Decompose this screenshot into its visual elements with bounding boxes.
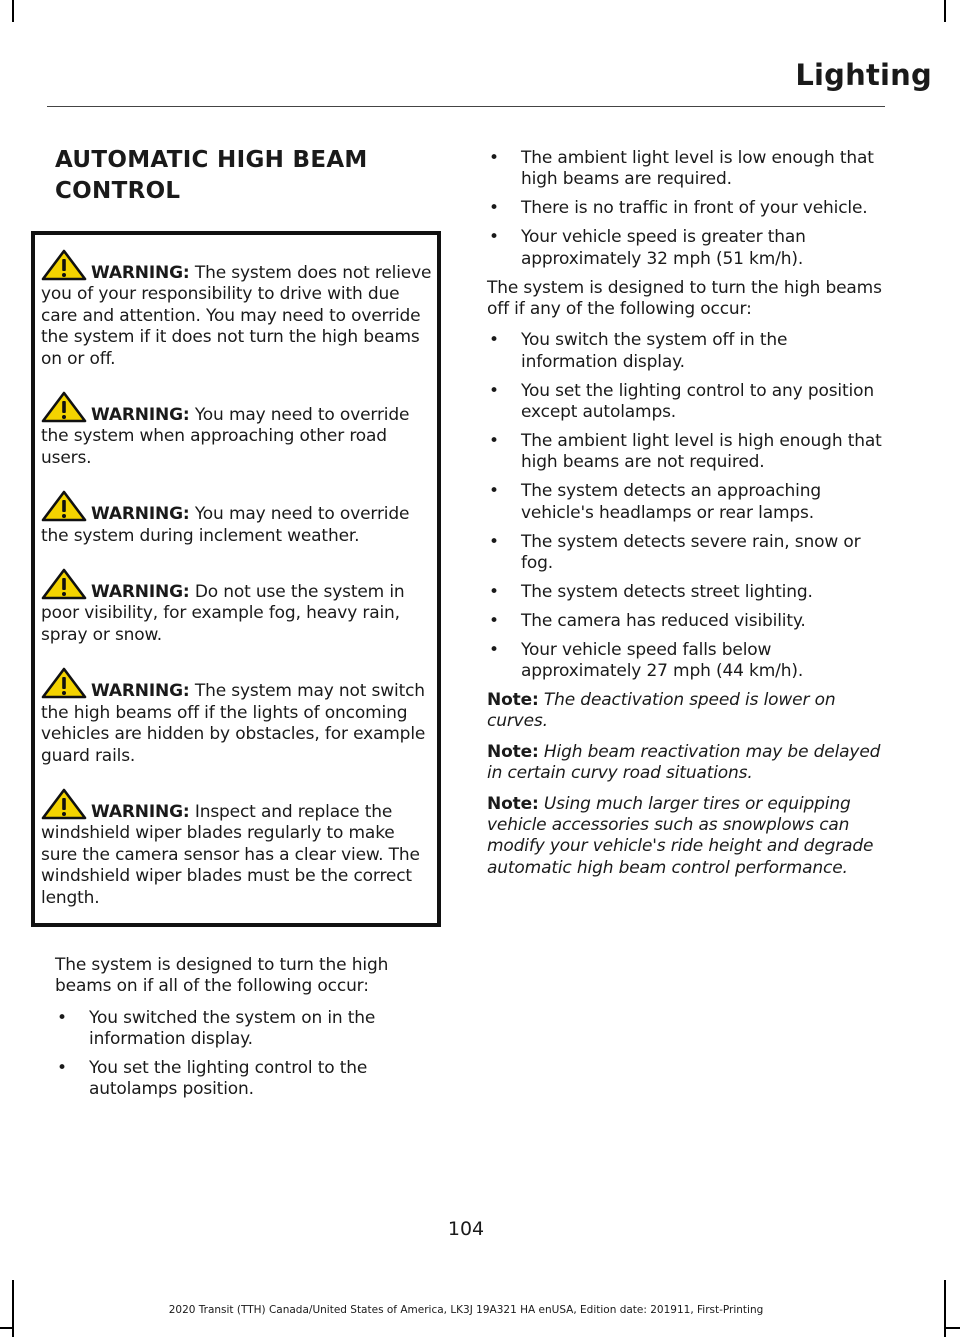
bullet-dot: • (489, 639, 499, 660)
on-conditions-list (55, 1008, 445, 1101)
warning-triangle-icon (41, 490, 87, 522)
warning-label: WARNING: (91, 263, 190, 283)
list-item-text: The system detects severe rain, snow or fog. (521, 531, 861, 573)
bullet-dot: • (57, 1007, 67, 1028)
warning-triangle-icon (41, 568, 87, 600)
warning-triangle-icon (41, 391, 87, 423)
list-item (55, 1058, 445, 1101)
warning-text: The system does not relieve you of your responsibility to drive with due care and attention. You may need to override the system if it does not turn the high beams on or off. (41, 263, 432, 369)
list-item-text: The camera has reduced visibility. (521, 610, 806, 631)
list-item (487, 381, 882, 424)
warning-text: Do not use the system in poor visibility, for example fog, heavy rain, spray or snow. (41, 582, 405, 645)
warning-triangle-icon (41, 667, 87, 699)
footer-edition-text: 2020 Transit (TTH) Canada/United States of America, LK3J 19A321 HA enUSA, Edition date: 201911, First-Printing (168, 1304, 764, 1316)
crop-mark-bottom-left-h (0, 1327, 14, 1329)
list-item-text: Your vehicle speed falls below approximately 27 mph (44 km/h). (521, 639, 804, 682)
list-item (487, 330, 882, 373)
bullet-dot: • (57, 1058, 67, 1079)
bullet-dot: • (489, 380, 499, 401)
list-item (487, 611, 882, 632)
list-item (487, 227, 882, 270)
crop-mark-top-right-v (944, 0, 946, 22)
list-item-text: Your vehicle speed is greater than approximately 32 mph (51 km/h). (521, 227, 806, 269)
on-conditions-intro: The system is designed to turn the high beams on if all of the following occur: (55, 954, 389, 997)
note-paragraph (487, 742, 882, 785)
bullet-dot: • (489, 227, 499, 248)
off-conditions-list (487, 330, 882, 682)
note-paragraph (487, 690, 882, 733)
list-item-text: You set the lighting control to the autolamps position. (89, 1058, 368, 1100)
warning-text: Inspect and replace the windshield wiper blades regularly to make sure the camera sensor has a clear view. The windshield wiper blades must be the correct length. (41, 801, 420, 908)
warning-label: WARNING: (91, 405, 190, 426)
list-item (55, 1008, 445, 1051)
on-conditions-list-continued (487, 148, 882, 270)
bullet-dot: • (489, 430, 499, 451)
warning-text: You may need to override the system during inclement weather. (41, 504, 410, 546)
note-paragraph (487, 794, 882, 880)
list-item (487, 481, 882, 524)
bullet-dot: • (489, 610, 499, 631)
warning-item (41, 568, 432, 646)
list-item-text: The ambient light level is high enough that high beams are not required. (521, 430, 882, 473)
list-item (487, 198, 882, 219)
warning-item (41, 667, 432, 767)
bullet-dot: • (489, 581, 499, 602)
right-column (487, 145, 882, 888)
warning-label: WARNING: (91, 582, 190, 603)
warning-label: WARNING: (91, 801, 190, 822)
list-item (487, 431, 882, 474)
list-item-text: There is no traffic in front of your vehicle. (521, 198, 868, 219)
crop-mark-bottom-right-h (944, 1327, 960, 1329)
header-divider (47, 106, 885, 107)
notes-section (487, 690, 882, 879)
bullet-dot: • (489, 148, 499, 168)
list-item (487, 532, 882, 575)
list-item (487, 148, 882, 191)
list-item-text: The system detects an approaching vehicle's headlamps or rear lamps. (521, 481, 822, 523)
list-item (487, 640, 882, 683)
section-title-line2: CONTROL (55, 178, 181, 204)
section-title-line1: AUTOMATIC HIGH BEAM (55, 147, 368, 173)
warning-item (41, 788, 432, 909)
bullet-dot: • (489, 481, 499, 502)
warning-box (31, 231, 441, 927)
page-number: 104 (447, 1218, 485, 1240)
note-text: The deactivation speed is lower on curves. (487, 690, 836, 732)
warning-label: WARNING: (91, 681, 190, 702)
warning-item (41, 249, 432, 370)
list-item-text: You switched the system on in the information display. (89, 1007, 376, 1050)
left-column (41, 145, 445, 1108)
list-item (487, 582, 882, 603)
note-text: High beam reactivation may be delayed in certain curvy road situations. (487, 741, 881, 784)
bullet-dot: • (489, 198, 499, 219)
note-text: Using much larger tires or equipping vehicle accessories such as snowplows can modify your vehicle's ride height and degrade automatic high beam control performance. (487, 793, 874, 878)
section-title (55, 145, 445, 207)
list-item-text: The system detects street lighting. (521, 581, 813, 602)
warning-item (41, 391, 432, 469)
bullet-dot: • (489, 531, 499, 552)
note-label: Note: (487, 793, 539, 814)
page-header-title: Lighting (795, 58, 932, 92)
list-item-text: You set the lighting control to any position except autolamps. (521, 380, 874, 423)
note-label: Note: (487, 741, 539, 762)
warning-text: You may need to override the system when approaching other road users. (41, 405, 410, 468)
warning-item (41, 490, 432, 547)
list-item-text: You switch the system off in the information display. (521, 330, 788, 372)
list-item-text: The ambient light level is low enough that high beams are required. (521, 148, 874, 190)
warning-triangle-icon (41, 788, 87, 820)
note-label: Note: (487, 690, 539, 711)
bullet-dot: • (489, 330, 499, 351)
off-conditions-intro: The system is designed to turn the high beams off if any of the following occur: (487, 277, 882, 319)
warning-label: WARNING: (91, 504, 190, 525)
crop-mark-top-left-v (12, 0, 14, 22)
warning-triangle-icon (41, 249, 87, 281)
warning-text: The system may not switch the high beams off if the lights of oncoming vehicles are hidden by obstacles, for example guard rails. (41, 681, 426, 766)
